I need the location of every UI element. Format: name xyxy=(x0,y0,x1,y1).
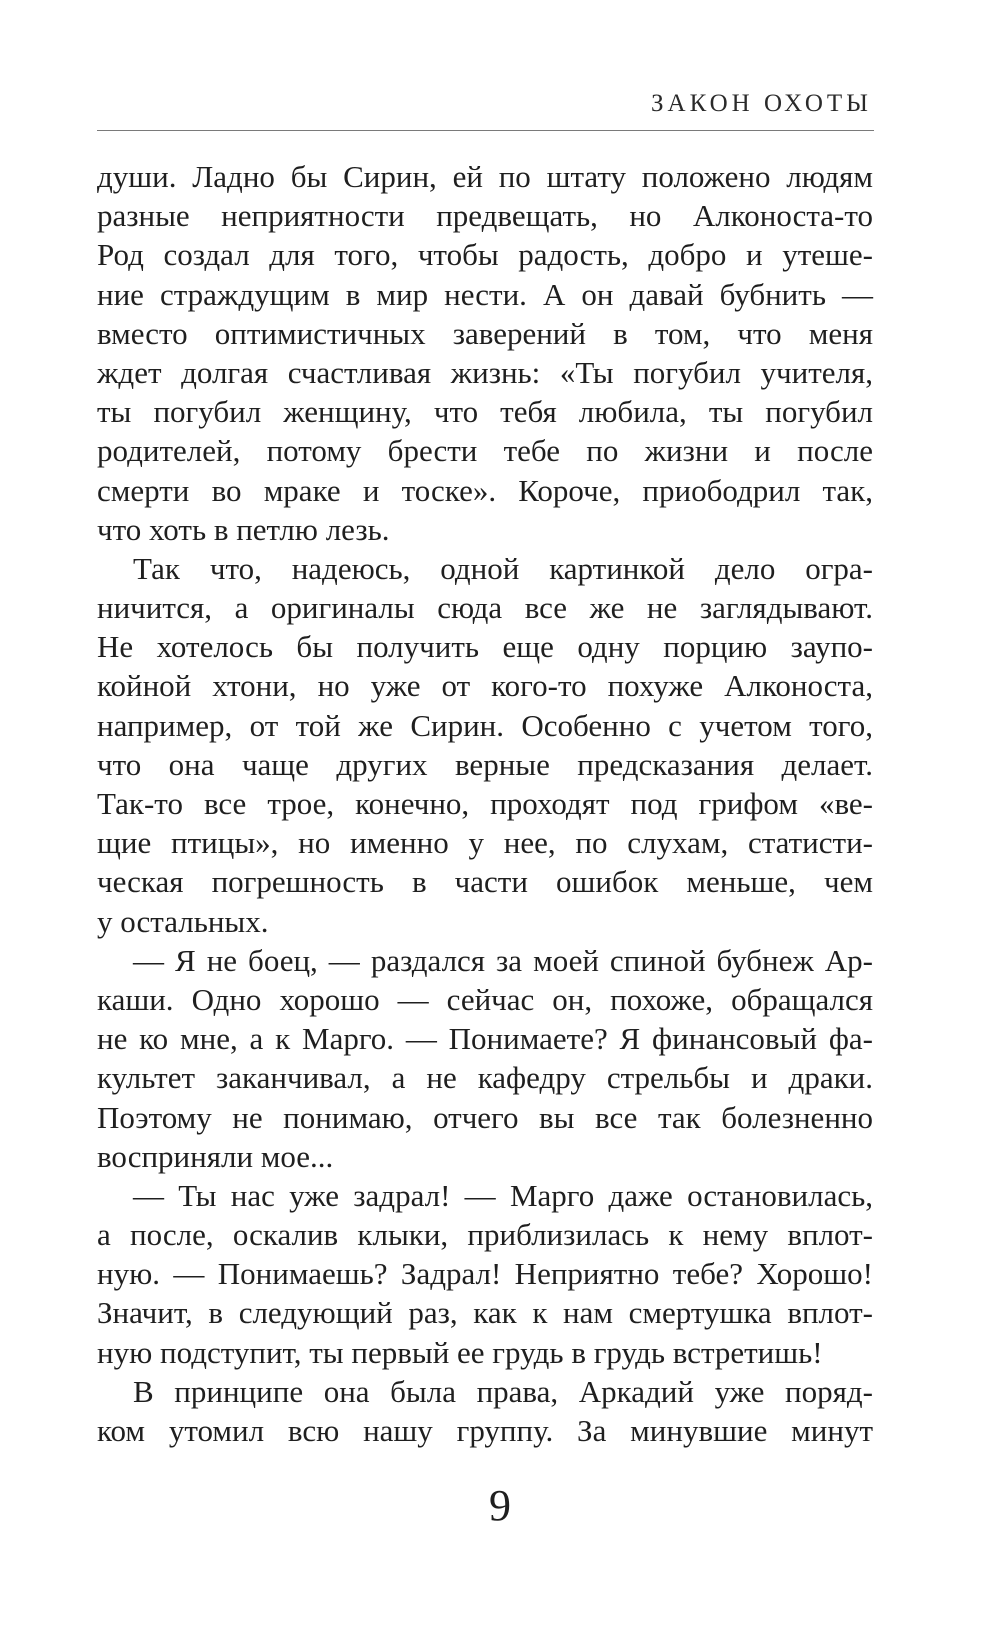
page-number: 9 xyxy=(489,1481,511,1530)
text-line: Так-то все трое, конечно, проходят под грифом «ве- xyxy=(97,786,873,821)
text-line: ты погубил женщину, что тебя любила, ты погубил xyxy=(97,394,873,430)
text-line: ческая погрешность в части ошибок меньше, чем xyxy=(97,864,873,900)
text-line: В принципе она была права, Аркадий уже поряд- xyxy=(133,1373,873,1409)
text-line: а после, оскалив клыки, приблизилась к нему вплот- xyxy=(97,1217,873,1253)
text-line: Род создал для того, чтобы радость, добро и утеше- xyxy=(97,237,873,273)
text-line: что хоть в петлю лезь. xyxy=(97,511,390,547)
text-line: каши. Одно хорошо — сейчас он, похоже, обращался xyxy=(97,981,873,1017)
text-line: не ко мне, а к Марго. — Понимаете? Я финансовый фа- xyxy=(97,1021,873,1057)
text-line: души. Ладно бы Сирин, ей по штату положено людям xyxy=(97,159,873,194)
header-rule xyxy=(97,130,874,131)
text-line: Поэтому не понимаю, отчего вы все так болезненно xyxy=(97,1099,873,1135)
text-line: ние страждущим в мир нести. А он давай бубнить — xyxy=(97,276,873,312)
text-line: — Ты нас уже задрал! — Марго даже остановилась, xyxy=(133,1177,873,1213)
text-line: ную подступит, ты первый ее грудь в грудь встретишь! xyxy=(97,1334,823,1370)
text-line: вместо оптимистичных заверений в том, что меня xyxy=(97,315,873,351)
text-line: разные неприятности предвещать, но Алконоста-то xyxy=(97,198,873,234)
text-line: — Я не боец, — раздался за моей спиной бубнеж Ар- xyxy=(133,942,873,978)
text-line: Так что, надеюсь, одной картинкой дело огра- xyxy=(133,550,873,586)
text-line: восприняли мое... xyxy=(97,1138,334,1174)
running-head: ЗАКОН ОХОТЫ xyxy=(650,90,872,117)
text-line: койной хтони, но уже от кого-то похуже Алконоста, xyxy=(97,668,873,704)
text-line: Значит, в следующий раз, как к нам смертушка вплот- xyxy=(97,1295,873,1331)
text-line: ничится, а оригиналы сюда все же не заглядывают. xyxy=(97,590,873,626)
text-line: что она чаще других верные предсказания делает. xyxy=(97,746,873,782)
text-line: родителей, потому брести тебе по жизни и после xyxy=(97,433,873,469)
text-line: Не хотелось бы получить еще одну порцию заупо- xyxy=(97,629,873,665)
text-line: у остальных. xyxy=(97,903,269,939)
text-line: культет заканчивал, а не кафедру стрельбы и драки. xyxy=(97,1060,873,1096)
text-line: ную. — Понимаешь? Задрал! Неприятно тебе? Хорошо! xyxy=(97,1256,873,1292)
text-line: смерти во мраке и тоске». Короче, приободрил так, xyxy=(97,472,873,508)
text-line: ком утомил всю нашу группу. За минувшие минут xyxy=(97,1413,873,1448)
text-line: например, от той же Сирин. Особенно с учетом того, xyxy=(97,707,873,743)
body-text xyxy=(97,157,873,1450)
text-line: ждет долгая счастливая жизнь: «Ты погубил учителя, xyxy=(97,354,873,390)
text-line: щие птицы», но именно у нее, по слухам, статисти- xyxy=(97,825,873,861)
